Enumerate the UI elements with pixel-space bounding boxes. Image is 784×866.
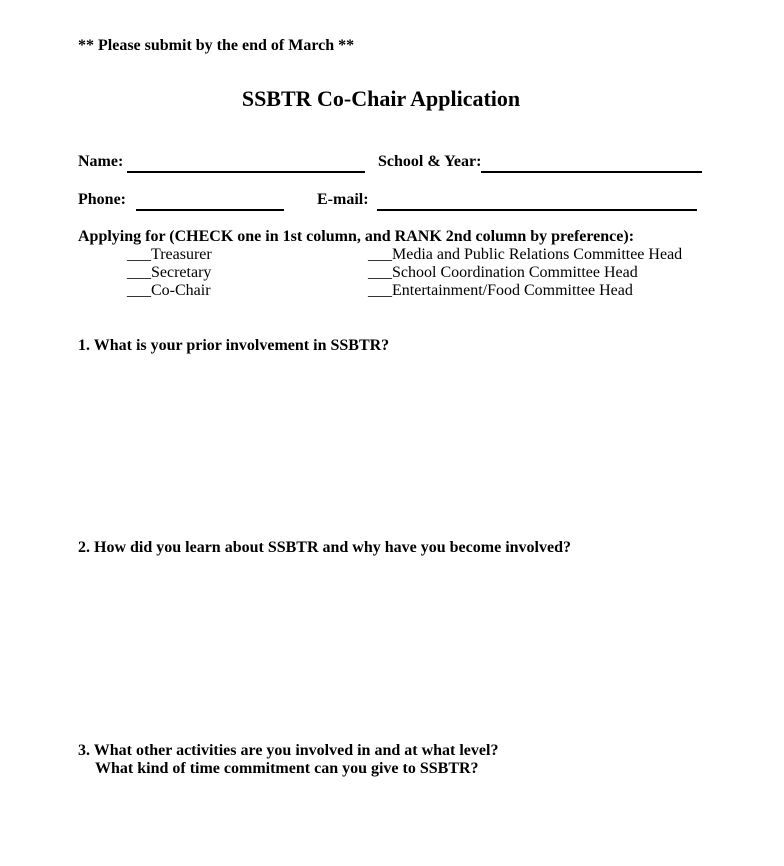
school-year-input-line[interactable] [481,153,702,173]
option-secretary [127,264,211,282]
school-coordination-label: School Coordination Committee Head [392,264,638,281]
email-label: E-mail: [317,191,369,208]
option-entertainment-food [368,282,633,300]
question-2: 2. How did you learn about SSBTR and why have you become involved? [78,539,571,556]
co-chair-label: Co-Chair [151,282,211,299]
treasurer-check-blank[interactable]: ___ [127,246,151,263]
school-year-label: School & Year: [378,153,482,170]
media-rank-blank[interactable]: ___ [368,246,392,263]
option-media-public-relations [368,246,682,264]
email-input-line[interactable] [377,191,697,211]
co-chair-check-blank[interactable]: ___ [127,282,151,299]
question-3-line-1: 3. What other activities are you involved in and at what level? [78,742,499,759]
option-co-chair [127,282,211,300]
name-label: Name: [78,153,124,170]
question-1: 1. What is your prior involvement in SSBTR? [78,337,390,354]
phone-label: Phone: [78,191,126,208]
name-input-line[interactable] [127,153,365,173]
secretary-check-blank[interactable]: ___ [127,264,151,281]
entertainment-food-rank-blank[interactable]: ___ [368,282,392,299]
question-3-line-2: What kind of time commitment can you give to SSBTR? [95,760,479,777]
option-school-coordination [368,264,638,282]
submit-deadline-note: ** Please submit by the end of March ** [78,37,355,54]
applying-for-heading: Applying for (CHECK one in 1st column, and RANK 2nd column by preference): [78,228,635,245]
secretary-label: Secretary [151,264,212,281]
page-title: SSBTR Co-Chair Application [241,86,521,111]
media-label: Media and Public Relations Committee Head [392,246,683,263]
entertainment-food-label: Entertainment/Food Committee Head [392,282,633,299]
school-coordination-rank-blank[interactable]: ___ [368,264,392,281]
phone-input-line[interactable] [136,191,284,211]
treasurer-label: Treasurer [151,246,212,263]
option-treasurer [127,246,212,264]
